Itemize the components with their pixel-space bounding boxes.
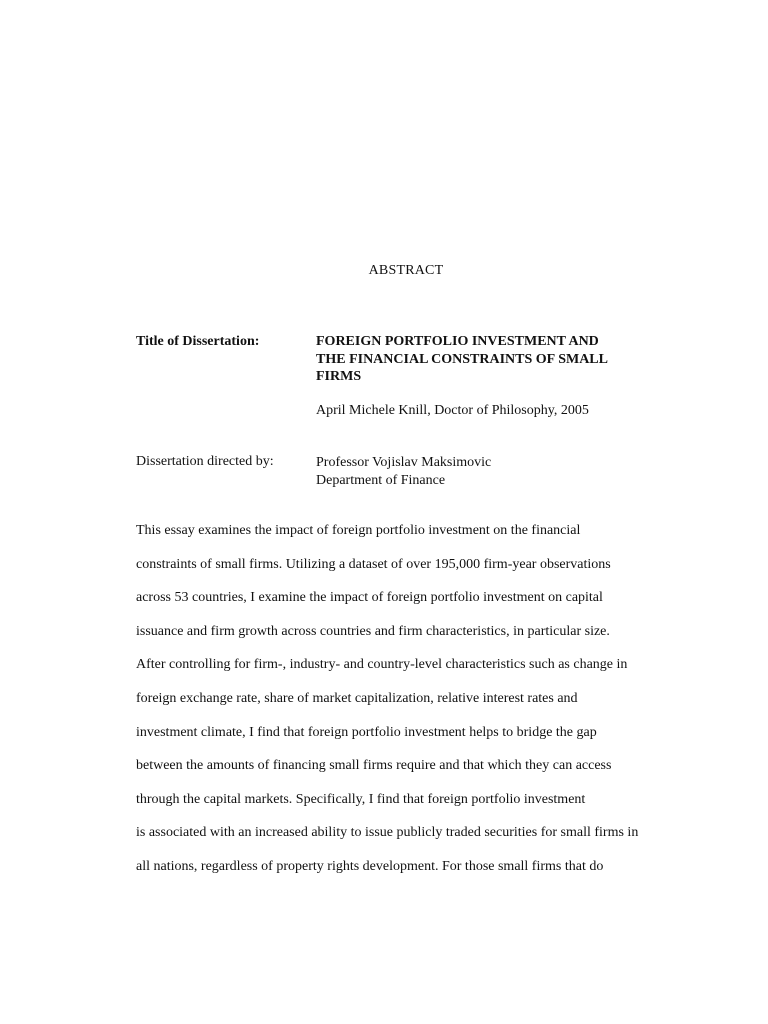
body-line: across 53 countries, I examine the impact of foreign portfolio investment on capital [136, 590, 603, 606]
body-line: This essay examines the impact of foreign portfolio investment on the financial [136, 523, 581, 538]
body-line: constraints of small firms. Utilizing a dataset of over 195,000 firm-year observations [136, 556, 611, 572]
title-label: Title of Dissertation: [136, 334, 260, 349]
dissertation-title [316, 333, 608, 386]
body-line: between the amounts of financing small firms require and that which they can access [136, 758, 612, 774]
director-department: Department of Finance [316, 472, 446, 488]
director-info [316, 454, 491, 489]
abstract-heading: ABSTRACT [368, 263, 444, 278]
director-label: Dissertation directed by: [136, 454, 274, 469]
director-name: Professor Vojislav Maksimovic [316, 455, 492, 470]
abstract-body [136, 521, 696, 891]
body-line: through the capital markets. Specifically, I find that foreign portfolio investment [136, 791, 586, 807]
dissertation-title-line: THE FINANCIAL CONSTRAINTS OF SMALL [316, 351, 608, 367]
body-line: investment climate, I find that foreign portfolio investment helps to bridge the gap [136, 724, 597, 740]
dissertation-title-line: FIRMS [316, 369, 362, 384]
body-line: issuance and firm growth across countries and firm characteristics, in particular size. [136, 623, 610, 639]
body-line: is associated with an increased ability to issue publicly traded securities for small firms in [136, 825, 639, 841]
author-line: April Michele Knill, Doctor of Philosophy, 2005 [316, 403, 589, 418]
body-line: all nations, regardless of property rights development. For those small firms that do [136, 858, 604, 874]
body-line: foreign exchange rate, share of market capitalization, relative interest rates and [136, 690, 578, 706]
dissertation-title-line: FOREIGN PORTFOLIO INVESTMENT AND [316, 334, 599, 349]
body-line: After controlling for firm-, industry- and country-level characteristics such as change in [136, 657, 628, 673]
